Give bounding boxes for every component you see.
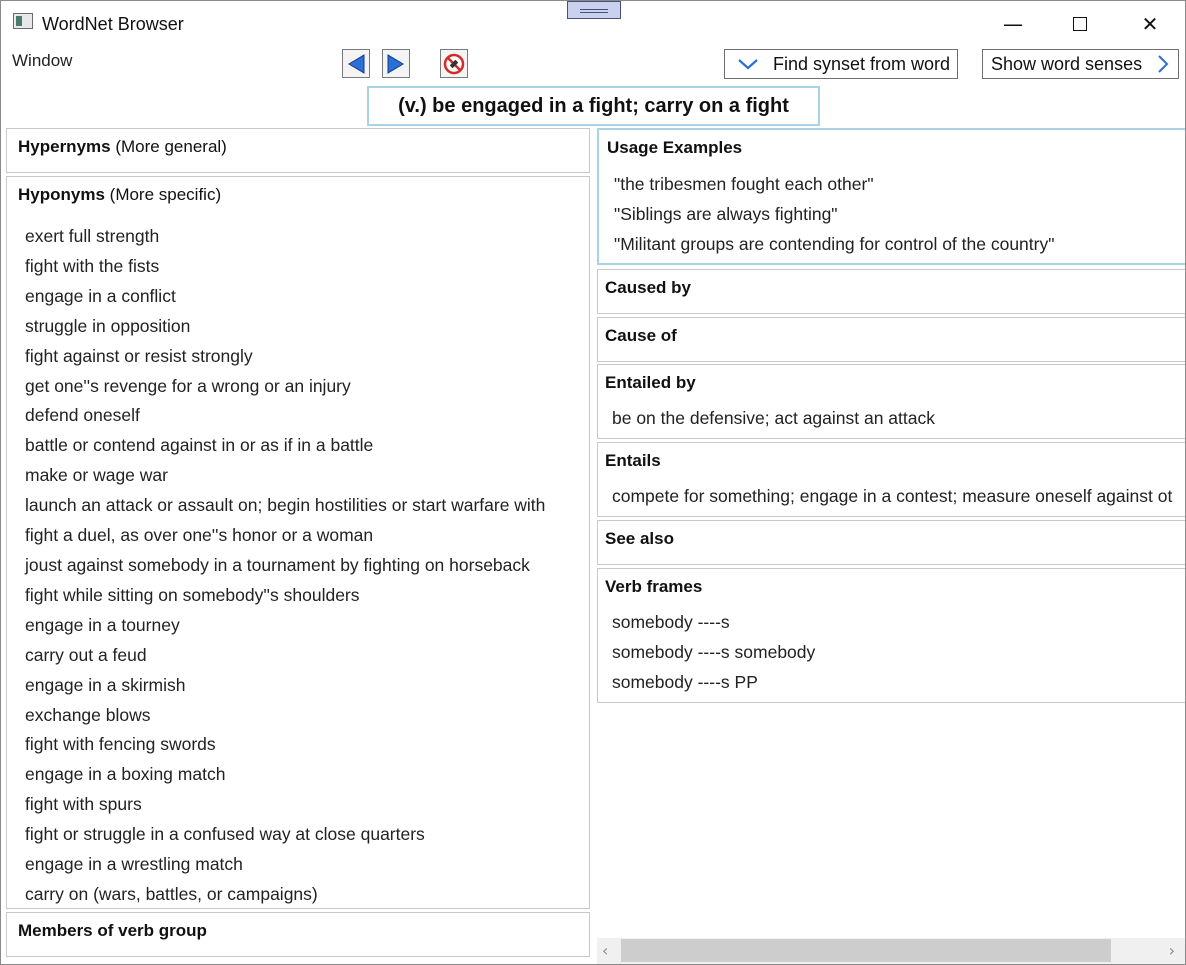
usage-examples-panel — [597, 128, 1186, 265]
arrow-left-icon — [346, 53, 366, 75]
caused-by-title: Caused by — [605, 278, 691, 297]
list-item[interactable]: get one''s revenge for a wrong or an injury — [25, 375, 351, 396]
hyponyms-list — [25, 222, 545, 910]
back-button[interactable] — [342, 49, 370, 78]
entails-panel — [597, 442, 1186, 517]
entails-list — [612, 481, 1172, 511]
cause-of-title: Cause of — [605, 326, 677, 345]
list-item[interactable]: engage in a boxing match — [25, 764, 226, 785]
close-button[interactable] — [1127, 5, 1173, 43]
list-item[interactable]: fight while sitting on somebody''s shoulders — [25, 584, 360, 605]
list-item[interactable]: engage in a conflict — [25, 285, 176, 306]
list-item[interactable]: compete for something; engage in a contest; measure oneself against ot — [612, 486, 1173, 506]
list-item[interactable]: carry out a feud — [25, 644, 147, 665]
verb-frames-title: Verb frames — [605, 577, 703, 596]
scroll-right-icon[interactable]: › — [1168, 941, 1175, 960]
caused-by-panel — [597, 269, 1186, 314]
stop-button[interactable] — [440, 49, 468, 78]
list-item: "the tribesmen fought each other" — [614, 174, 874, 194]
close-icon: ✕ — [1141, 12, 1159, 36]
list-item[interactable]: joust against somebody in a tournament by fighting on horseback — [25, 554, 530, 575]
entailed-by-list — [612, 403, 935, 433]
menu-window[interactable]: Window — [12, 51, 73, 70]
chevron-right-icon — [1156, 54, 1170, 74]
scroll-left-icon[interactable]: ‹ — [602, 941, 609, 960]
list-item: "Siblings are always fighting" — [614, 204, 838, 224]
see-also-title: See also — [605, 529, 674, 548]
minimize-button[interactable] — [990, 5, 1036, 43]
entails-title: Entails — [605, 451, 661, 470]
hyponyms-title — [18, 185, 221, 205]
drag-grip-handle[interactable] — [567, 1, 621, 19]
hyponyms-panel — [6, 176, 590, 909]
minimize-icon: — — [1003, 12, 1023, 36]
hypernyms-title-text: Hypernyms — [18, 137, 111, 156]
show-word-senses-label: Show word senses — [991, 53, 1143, 74]
maximize-button[interactable] — [1057, 5, 1103, 43]
list-item: somebody ----s — [612, 612, 730, 632]
list-item[interactable]: fight with spurs — [25, 794, 142, 815]
list-item: somebody ----s somebody — [612, 642, 816, 662]
title-bar[interactable] — [1, 1, 1185, 45]
cause-of-panel — [597, 317, 1186, 362]
find-synset-button[interactable] — [724, 49, 958, 79]
list-item: "Militant groups are contending for control of the country" — [614, 234, 1055, 254]
synset-heading: (v.) be engaged in a fight; carry on a fight — [367, 86, 820, 126]
list-item[interactable]: fight a duel, as over one''s honor or a woman — [25, 525, 374, 546]
no-entry-icon — [443, 53, 465, 75]
entailed-by-panel — [597, 364, 1186, 439]
chevron-down-icon — [737, 57, 759, 71]
list-item[interactable]: battle or contend against in or as if in a battle — [25, 435, 374, 456]
verb-frames-list — [612, 607, 815, 697]
list-item[interactable]: fight with the fists — [25, 255, 160, 276]
list-item[interactable]: be on the defensive; act against an attack — [612, 408, 935, 428]
usage-examples-title: Usage Examples — [607, 138, 743, 157]
entailed-by-title: Entailed by — [605, 373, 696, 392]
list-item[interactable]: fight against or resist strongly — [25, 345, 253, 366]
list-item[interactable]: fight with fencing swords — [25, 734, 216, 755]
list-item[interactable]: make or wage war — [25, 465, 168, 486]
list-item[interactable]: defend oneself — [25, 405, 140, 426]
list-item[interactable]: carry on (wars, battles, or campaigns) — [25, 883, 318, 904]
see-also-panel — [597, 520, 1186, 565]
arrow-right-icon — [386, 53, 406, 75]
list-item[interactable]: launch an attack or assault on; begin hostilities or start warfare with — [25, 495, 546, 516]
list-item[interactable]: engage in a skirmish — [25, 674, 186, 695]
scrollbar-thumb[interactable] — [621, 939, 1111, 962]
horizontal-scrollbar[interactable] — [597, 938, 1185, 964]
list-item[interactable]: exchange blows — [25, 704, 151, 725]
find-synset-label: Find synset from word — [773, 53, 951, 74]
list-item[interactable]: fight or struggle in a confused way at close quarters — [25, 824, 425, 845]
list-item[interactable]: exert full strength — [25, 226, 160, 246]
app-icon — [13, 13, 33, 29]
list-item: somebody ----s PP — [612, 672, 758, 692]
hypernyms-panel — [6, 128, 590, 173]
hyponyms-subtitle: (More specific) — [109, 185, 222, 204]
list-item[interactable]: struggle in opposition — [25, 315, 191, 336]
show-word-senses-button[interactable] — [982, 49, 1179, 79]
usage-examples-list — [614, 169, 1054, 259]
hyponyms-title-text: Hyponyms — [18, 185, 105, 204]
hypernyms-title — [18, 137, 227, 157]
forward-button[interactable] — [382, 49, 410, 78]
window-title: WordNet Browser — [42, 14, 184, 34]
hypernyms-subtitle: (More general) — [115, 137, 227, 156]
list-item[interactable]: engage in a tourney — [25, 614, 180, 635]
verb-group-title: Members of verb group — [18, 921, 207, 940]
list-item[interactable]: engage in a wrestling match — [25, 854, 243, 875]
maximize-icon — [1073, 17, 1087, 31]
verb-group-panel — [6, 912, 590, 957]
verb-frames-panel — [597, 568, 1186, 703]
